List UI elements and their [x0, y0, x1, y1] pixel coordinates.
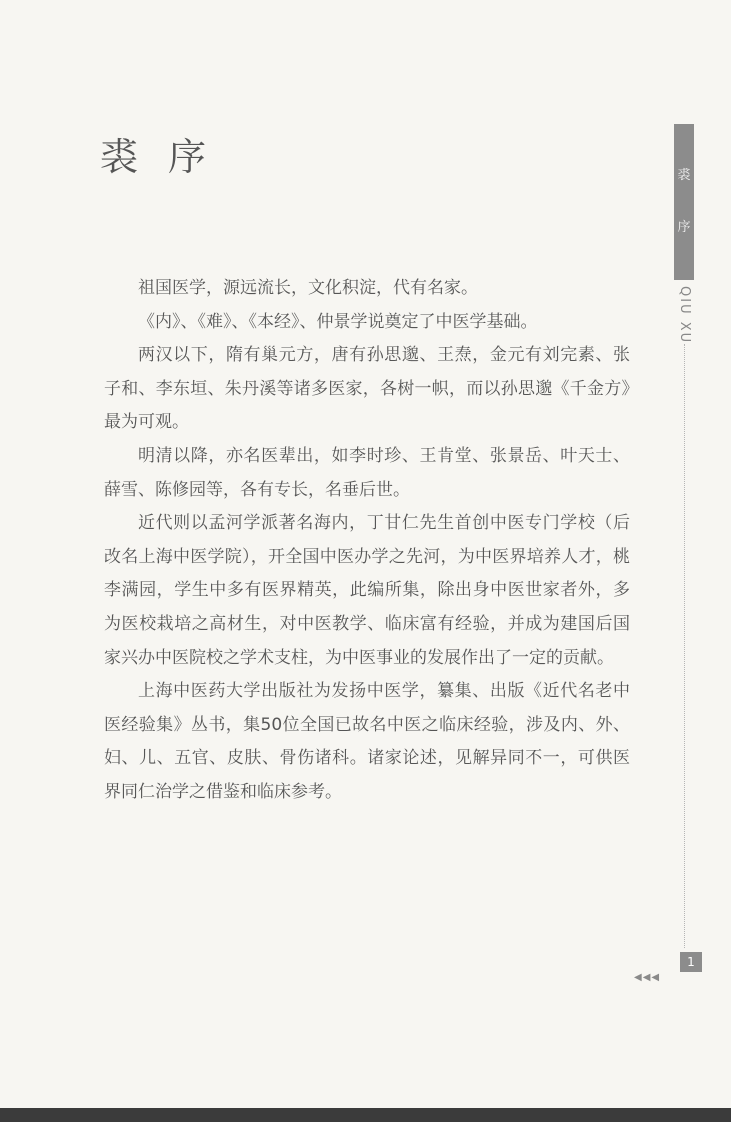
side-tab-char: 序	[677, 220, 691, 235]
paragraph: 明清以降，亦名医辈出，如李时珍、王肯堂、张景岳、叶天士、薛雪、陈修园等，各有专长，名垂后世。	[104, 445, 630, 500]
side-tab-char: 裘	[677, 168, 691, 183]
scan-bottom-edge	[0, 1108, 731, 1122]
side-dotted-rule	[684, 344, 685, 948]
side-pinyin-label: QIU XU	[677, 286, 692, 345]
paragraph: 两汉以下，隋有巢元方，唐有孙思邈、王焘，金元有刘完素、张子和、李东垣、朱丹溪等诸多医家，各树一帜，而以孙思邈《千金方》最为可观。	[104, 345, 630, 433]
paragraph: 《内》、《难》、《本经》、仲景学说奠定了中医学基础。	[138, 311, 538, 332]
page-number: 1	[680, 952, 702, 972]
body-text	[104, 272, 630, 810]
chapter-side-tab	[674, 124, 694, 280]
paragraph: 近代则以孟河学派著名海内，丁甘仁先生首创中医专门学校（后改名上海中医学院），开全国中医办学之先河，为中医界培养人才，桃李满园，学生中多有医界精英，此编所集，除出身中医世家者外，多为医校栽培之高材生，对中医教学、临床富有经验，并成为建国后国家兴办中医院校之学术支柱，为中医事业的发展作出了一定的贡献。	[104, 513, 630, 668]
page-title: 裘序	[100, 135, 237, 179]
page-arrows-icon: ◀◀◀	[634, 972, 661, 983]
paragraph: 祖国医学，源远流长，文化积淀，代有名家。	[138, 278, 478, 298]
paragraph: 上海中医药大学出版社为发扬中医学，纂集、出版《近代名老中医经验集》丛书，集50位全国已故名中医之临床经验，涉及内、外、妇、儿、五官、皮肤、骨伤诸科。诸家论述，见解异同不一，可供医界同仁治学之借鉴和临床参考。	[104, 681, 630, 802]
